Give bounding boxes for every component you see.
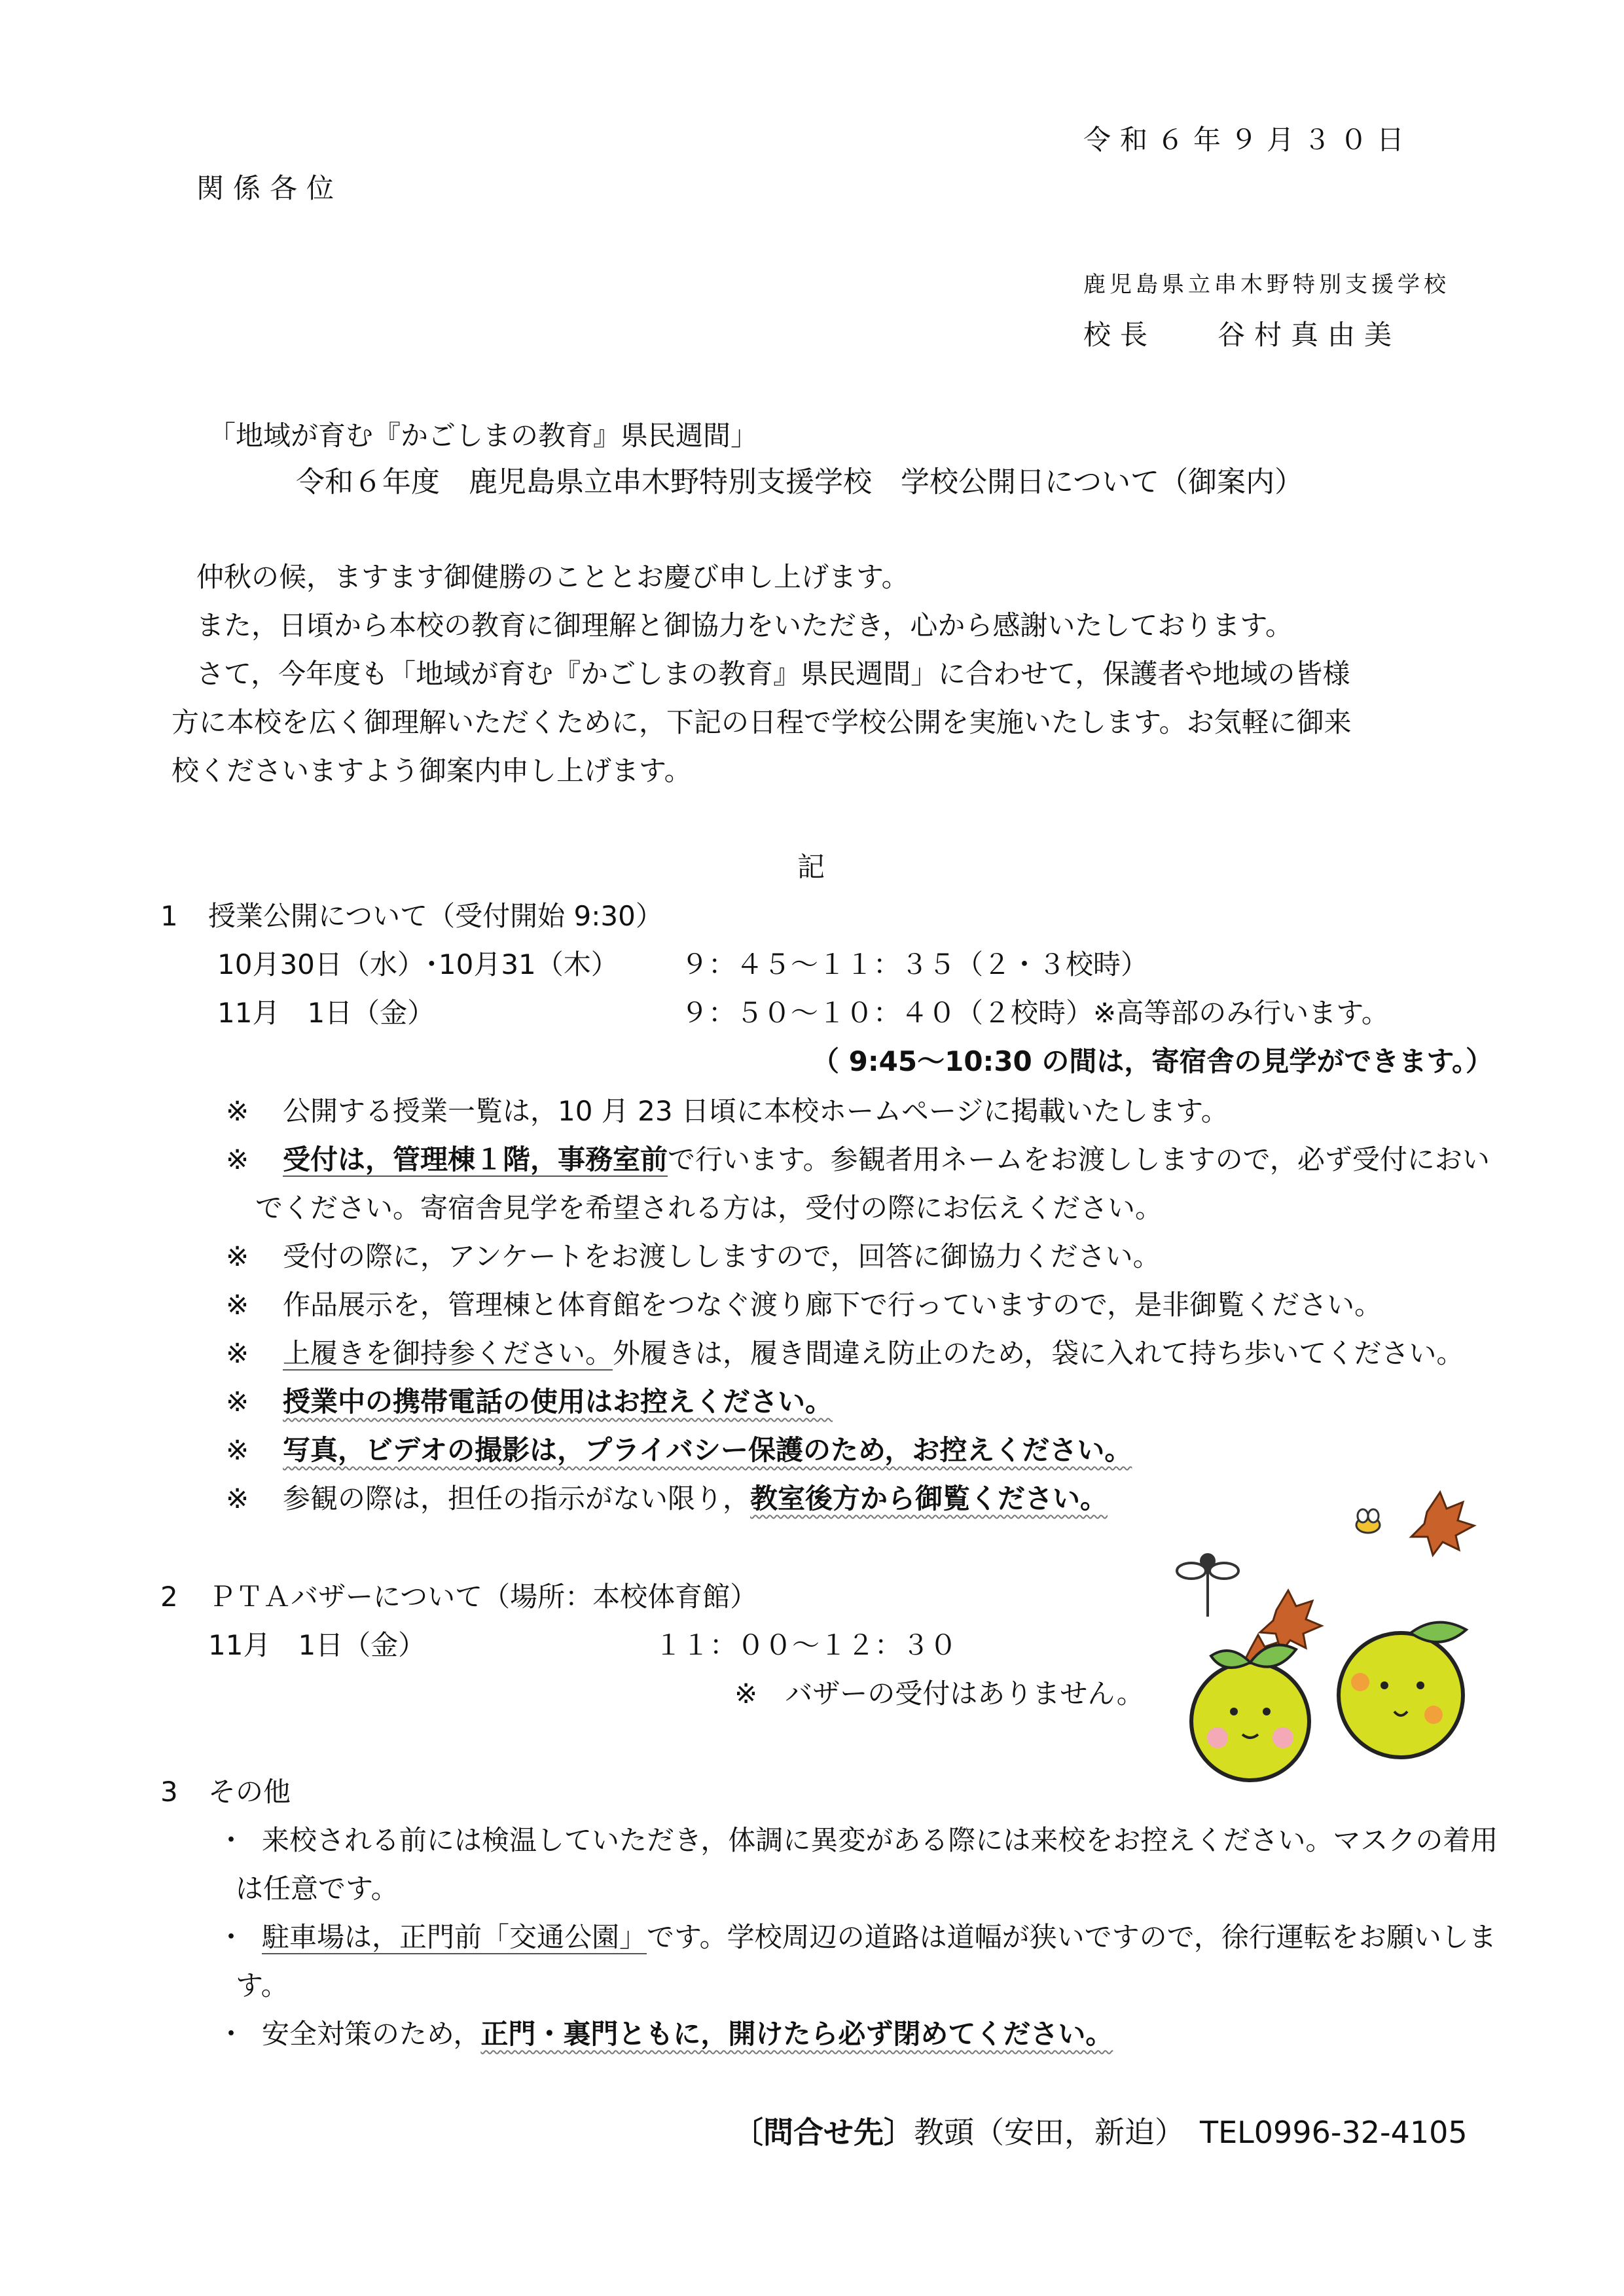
title-event: 「地域が育む『かごしまの教育』県民週間」 bbox=[208, 420, 759, 452]
outdoor-shoes-text: 外履きは，履き間違え防止のため，袋に入れて持ち歩いてください。 bbox=[613, 1337, 1464, 1369]
note-shoes bbox=[283, 1334, 1464, 1373]
school-name: 鹿児島県立串木野特別支援学校 bbox=[1083, 272, 1450, 298]
note-viewing bbox=[283, 1479, 1108, 1518]
schedule-row2-time: ９：５０～１０：４０（２校時）※高等部のみ行います。 bbox=[681, 997, 1389, 1029]
note-mark: ※ bbox=[226, 1289, 249, 1321]
reception-location: 受付は，管理棟１階，事務室前 bbox=[283, 1143, 668, 1175]
section-2-heading: ＰＴＡバザーについて（場所：本校体育館） bbox=[208, 1581, 758, 1613]
dorm-visit-note: （ 9:45～10:30 の間は，寄宿舎の見学ができます。） bbox=[812, 1045, 1494, 1077]
intro-greeting: 仲秋の候，ますます御健勝のこととお慶び申し上げます。 bbox=[196, 561, 909, 593]
schedule-row2-date: 11月 1日（金） bbox=[217, 997, 435, 1029]
intro-line-c: 校くださいますよう御案内申し上げます。 bbox=[171, 755, 692, 787]
item-parking bbox=[262, 1918, 1496, 1957]
section-3-heading: その他 bbox=[208, 1776, 291, 1808]
viewing-condition: 参観の際は，担任の指示がない限り， bbox=[283, 1482, 751, 1515]
ki-heading: 記 bbox=[797, 851, 825, 883]
bazaar-date: 11月 1日（金） bbox=[208, 1629, 426, 1661]
note-mark: ※ bbox=[226, 1482, 249, 1515]
note-exhibition: 作品展示を，管理棟と体育館をつなぐ渡り廊下で行っていますので，是非御覧ください。 bbox=[283, 1289, 1382, 1321]
note-mark: ※ bbox=[226, 1240, 249, 1272]
recipient: 関係各位 bbox=[196, 172, 344, 204]
section-3-number: 3 bbox=[160, 1776, 178, 1808]
section-2-number: 2 bbox=[160, 1581, 178, 1613]
document-date: 令和６年９月３０日 bbox=[1083, 124, 1414, 156]
intro-thanks: また，日頃から本校の教育に御理解と御協力をいただき，心から感謝いたしております。 bbox=[196, 609, 1293, 641]
bazaar-note: ※ バザーの受付はありません。 bbox=[734, 1677, 1144, 1710]
bullet: ・ bbox=[217, 1921, 245, 1953]
note-phone: 授業中の携帯電話の使用はお控えください。 bbox=[283, 1386, 833, 1418]
item-health-check-cont: は任意です。 bbox=[236, 1873, 399, 1905]
parking-detail: です。学校周辺の道路は道幅が狭いですので，徐行運転をお願いしま bbox=[647, 1921, 1496, 1953]
indoor-shoes-text: 上履きを御持参ください。 bbox=[283, 1337, 613, 1369]
note-mark: ※ bbox=[226, 1143, 249, 1175]
note-mark: ※ bbox=[226, 1095, 249, 1127]
bullet: ・ bbox=[217, 2018, 245, 2050]
note-survey: 受付の際に，アンケートをお渡ししますので，回答に御協力ください。 bbox=[283, 1240, 1161, 1272]
contact-label: 〔問合せ先〕 bbox=[733, 2115, 914, 2150]
contact-text: 教頭（安田，新迫） TEL0996-32-4105 bbox=[914, 2115, 1468, 2150]
section-1-number: 1 bbox=[160, 900, 178, 932]
schedule-row1-time: ９：４５～１１：３５（２・３校時） bbox=[681, 948, 1149, 980]
principal-name: 谷村真由美 bbox=[1218, 319, 1401, 351]
gates-instruction: 正門・裏門ともに，開けたら必ず閉めてください。 bbox=[480, 2018, 1113, 2050]
right-citrus-character bbox=[1339, 1623, 1466, 1757]
bee-icon bbox=[1356, 1509, 1380, 1533]
page-title: 令和６年度 鹿児島県立串木野特別支援学校 学校公開日について（御案内） bbox=[296, 465, 1304, 499]
viewing-position: 教室後方から御覧ください。 bbox=[750, 1482, 1108, 1515]
parking-location: 駐車場は，正門前「交通公園」 bbox=[262, 1921, 647, 1953]
item-health-check: 来校される前には検温していただき，体調に異変がある際には来校をお控えください。マスクの着用 bbox=[262, 1824, 1498, 1856]
note-mark: ※ bbox=[226, 1434, 249, 1466]
intro-line-b: 方に本校を広く御理解いただくために，下記の日程で学校公開を実施いたします。お気軽に御来 bbox=[171, 706, 1352, 738]
schedule-row1-date: 10月30日（水）･10月31（木） bbox=[217, 948, 619, 980]
note-class-list: 公開する授業一覧は，10 月 23 日頃に本校ホームページに掲載いたします。 bbox=[283, 1095, 1229, 1127]
gates-reason: 安全対策のため， bbox=[262, 2018, 481, 2050]
bullet: ・ bbox=[217, 1824, 245, 1856]
note-reception-cont: でください。寄宿舎見学を希望される方は，受付の際にお伝えください。 bbox=[255, 1192, 1163, 1224]
note-mark: ※ bbox=[226, 1337, 249, 1369]
intro-line-a: さて，今年度も「地域が育む『かごしまの教育』県民週間」に合わせて，保護者や地域の皆様 bbox=[196, 658, 1350, 690]
reception-detail: で行います。参観者用ネームをお渡ししますので，必ず受付におい bbox=[668, 1143, 1490, 1175]
dragonfly-icon bbox=[1177, 1554, 1238, 1617]
citrus-characters-illustration bbox=[1152, 1486, 1519, 1787]
item-gates bbox=[262, 2015, 1113, 2054]
principal-title: 校長 bbox=[1083, 319, 1157, 351]
left-citrus-character bbox=[1191, 1645, 1309, 1780]
bazaar-time: １１：００～１２：３０ bbox=[655, 1629, 958, 1661]
contact-info bbox=[733, 2111, 1468, 2153]
note-reception bbox=[283, 1140, 1490, 1179]
section-1-heading: 授業公開について（受付開始 9:30） bbox=[208, 900, 663, 932]
item-parking-cont: す。 bbox=[236, 1969, 289, 2001]
note-photo: 写真，ビデオの撮影は，プライバシー保護のため，お控えください。 bbox=[283, 1434, 1132, 1466]
note-mark: ※ bbox=[226, 1386, 249, 1418]
